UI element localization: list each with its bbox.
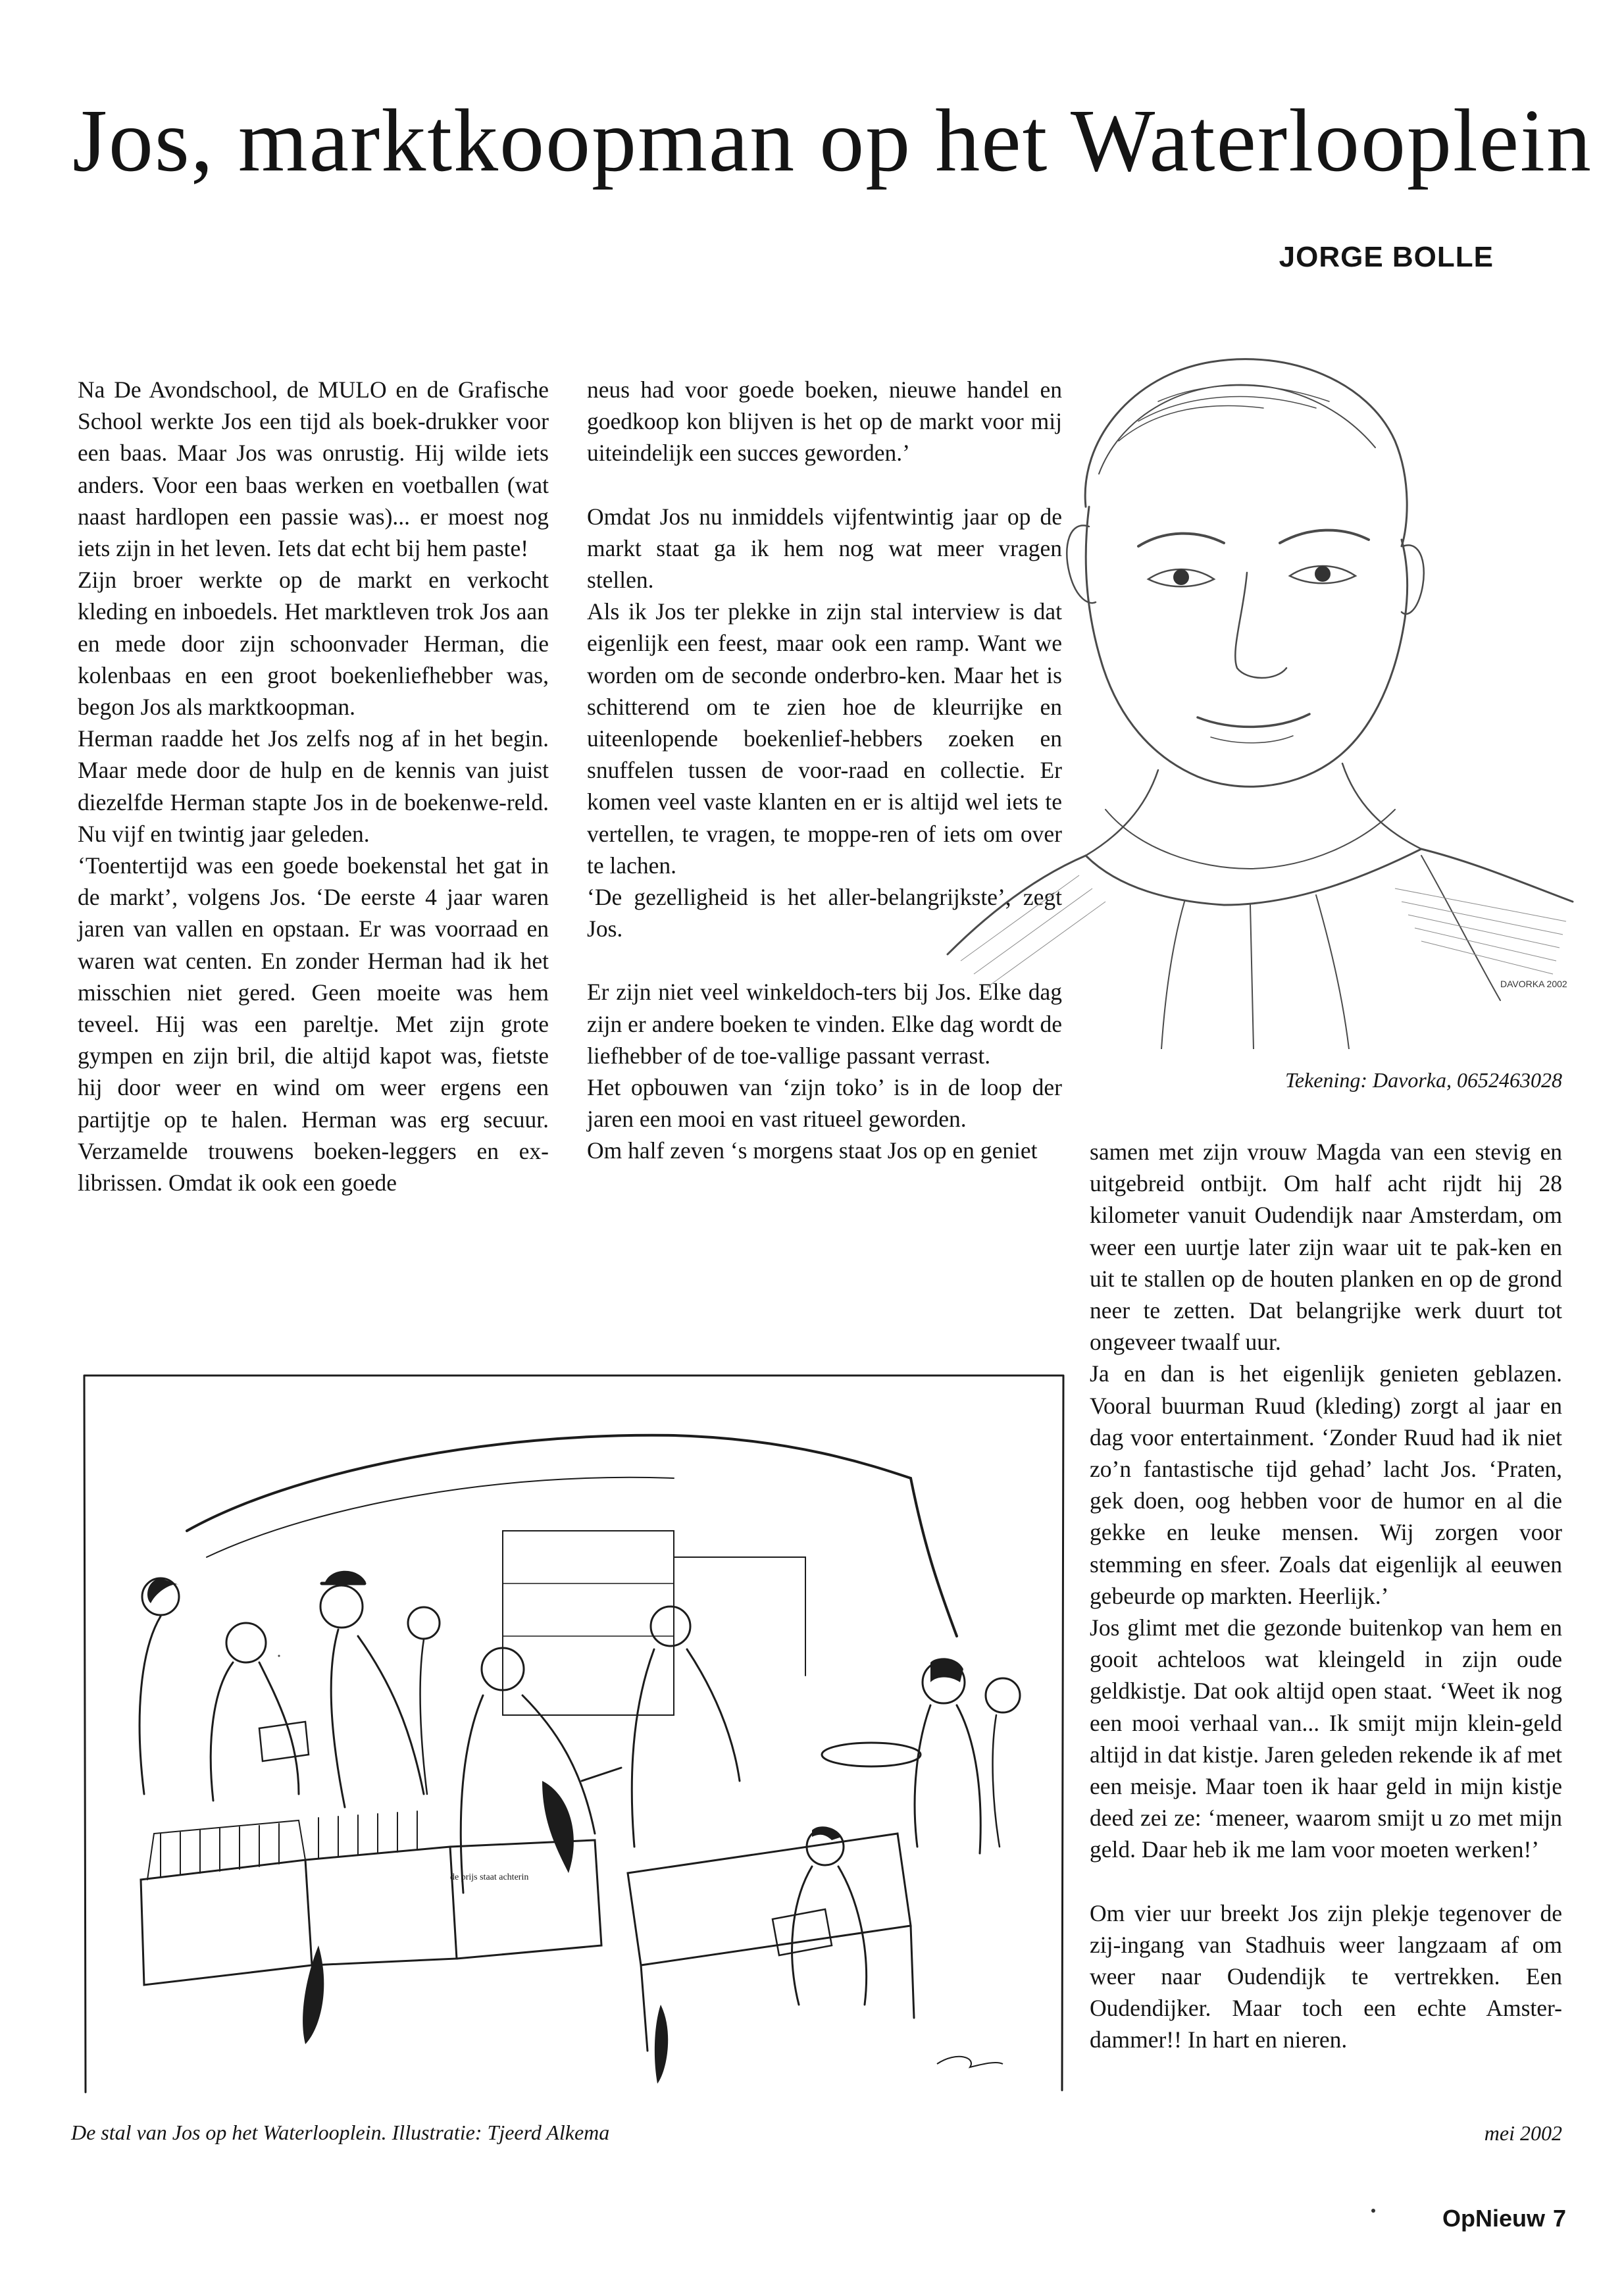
paragraph: Het opbouwen van ‘zijn toko’ is in de loop der jaren een mooi en vast ritueel geworden.: [587, 1074, 1062, 1133]
magazine-name: OpNieuw: [1442, 2205, 1545, 2232]
print-speck: [1371, 2209, 1375, 2213]
illustration-caption: De stal van Jos op het Waterlooplein. Illustratie: Tjeerd Alkema: [71, 2121, 610, 2144]
portrait-caption: Tekening: Davorka, 0652463028: [1285, 1068, 1562, 1092]
portrait-drawing: [921, 309, 1582, 1049]
artist-signature: DAVORKA 2002: [1500, 979, 1567, 989]
text-column-3: [1090, 1136, 1562, 2056]
paragraph: Om vier uur breekt Jos zijn plekje tegenover de zij-ingang van Stadhuis weer langzaam af om weer naar Oudendijk te vertrekken. Een Oudendijker. Maar toch een echte Amster-dammer!! In hart en nieren.: [1090, 1899, 1562, 2053]
paragraph: Ja en dan is het eigenlijk genieten geblazen. Vooral buurman Ruud (kleding) zorgt al jaar en dag voor entertainment. ‘Zonder Ruud had ik niet zo’n fantastische tijd gehad’ lacht Jos. ‘Praten, gek doen, oog hebben voor de humor en al die gekke en leuke mensen. Wij zorgen voor stemming en sfeer. Zoals dat eigenlijk al eeuwen gebeurde op markten. Heerlijk.’: [1090, 1360, 1562, 1609]
paragraph: ‘Toentertijd was een goede boekenstal het gat in de markt’, volgens Jos. ‘De eerste 4 jaar waren jaren van vallen en opstaan. Er was voorraad en waren wat centen. En zonder Herman had ik het misschien niet gered. Geen moeite was hem teveel. Hij was een pareltje. Met zijn grote gympen en zijn bril, die altijd kapot was, fietste hij door weer en wind om weer ergens een partijtje op te halen. Herman was erg secuur. Verzamelde trouwens boeken-leggers en ex-librissen. Omdat ik ook een goede: [78, 852, 549, 1196]
page-number: 7: [1552, 2205, 1566, 2232]
paragraph: samen met zijn vrouw Magda van een stevig en uitgebreid ontbijt. Om half acht rijdt hij 28 kilometer vanuit Oudendijk naar Amsterdam, om weer een uurtje later zijn waar uit te pak-ken en uit te stallen op de houten planken en op de grond neer te zetten. Dat belangrijke werk duurt tot ongeveer twaalf uur.: [1090, 1139, 1562, 1356]
market-illustration: [82, 1373, 1066, 2095]
paragraph: Er zijn niet veel winkeldoch-ters bij Jos. Elke dag zijn er andere boeken te vinden. Elke dag wordt de liefhebber of de toe-vallige passant verrast.: [587, 979, 1062, 1069]
paragraph: Als ik Jos ter plekke in zijn stal interview is dat eigenlijk een feest, maar ook een ramp. Want we worden om de seconde onderbro-ken. Maar het is schitterend om te zien hoe de kleurrijke en uiteenlopende boekenlief-hebbers zoeken en snuffelen tussen de voor-raad en collectie. Er komen veel vaste klanten en er is altijd wel iets te vertellen, te vragen, te moppe-ren of iets om over te lachen.: [587, 598, 1062, 879]
paragraph: Om half zeven ‘s morgens staat Jos op en geniet: [587, 1137, 1038, 1164]
paragraph: Herman raadde het Jos zelfs nog af in het begin. Maar mede door de hulp en de kennis van juist diezelfde Herman stapte Jos in de boekenwe-reld. Nu vijf en twintig jaar geleden.: [78, 725, 549, 847]
article-title: Jos, marktkoopman op het Waterlooplein: [72, 91, 1592, 190]
paragraph: Zijn broer werkte op de markt en verkocht kleding en inboedels. Het marktleven trok Jos aan en mede door zijn schoonvader Herman, die kolenbaas en een groot boekenliefhebber was, begon Jos als marktkoopman.: [78, 567, 549, 721]
illustrator-signature: [937, 2057, 1003, 2067]
issue-date: mei 2002: [1484, 2121, 1562, 2145]
paragraph: Jos glimt met die gezonde buitenkop van hem en gooit achteloos wat kleingeld in zijn oude geldkistje. Dat ook altijd open staat. ‘Weet ik nog een mooi verhaal van... Ik smijt mijn klein-geld altijd in dat kistje. Jaren geleden rekende ik af met een meisje. Maar toen ik haar geld in mijn kistje deed zei ze: ‘meneer, waarom smijt u zo met mijn geld. Daar heb ik me lam voor moeten werken!’: [1090, 1614, 1562, 1863]
box-sign-text: de prijs staat achterin: [450, 1872, 529, 1882]
paragraph: Na De Avondschool, de MULO en de Grafische School werkte Jos een tijd als boek-drukker voor een baas. Maar Jos was onrustig. Hij wilde iets anders. Voor een baas werken en voetballen (wat naast hardlopen een passie was)... er moest nog iets zijn in het leven. Iets dat echt bij hem paste!: [78, 376, 549, 562]
paragraph: ‘De gezelligheid is het aller-belangrijkste’, zegt Jos.: [587, 884, 1062, 942]
paragraph: Omdat Jos nu inmiddels vijfentwintig jaar op de markt staat ga ik hem nog wat meer vragen stellen.: [587, 503, 1062, 594]
paragraph: neus had voor goede boeken, nieuwe handel en goedkoop kon blijven is het op de markt voor mij uiteindelijk een succes geworden.’: [587, 376, 1062, 467]
author-byline: JORGE BOLLE: [1279, 241, 1494, 273]
page-footer: [1442, 2205, 1566, 2232]
text-column-1: [78, 374, 549, 1198]
